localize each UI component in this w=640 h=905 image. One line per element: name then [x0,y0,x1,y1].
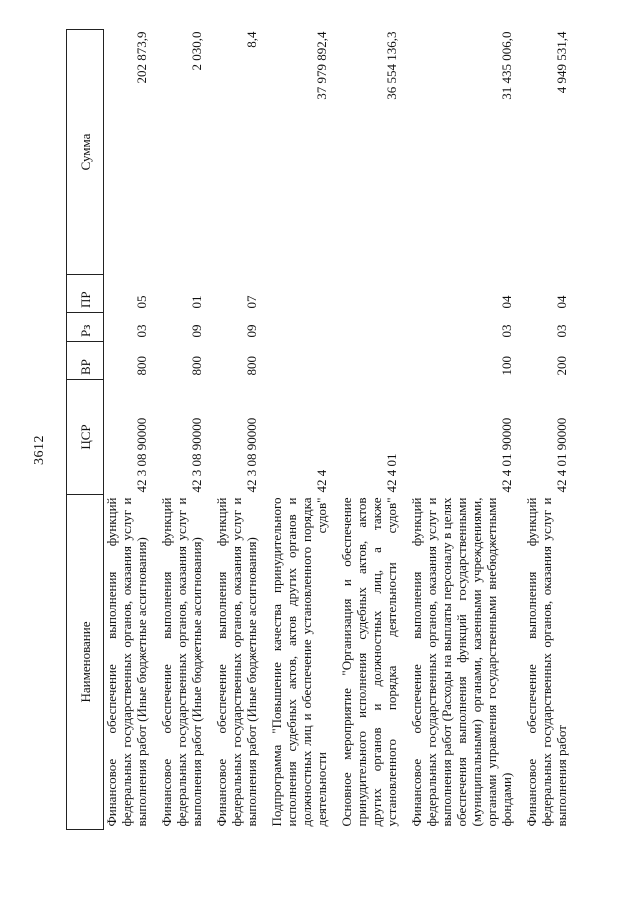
table-row [149,30,204,830]
row-csr: 42 4 01 90000 [499,417,514,493]
row-csr: 42 3 08 90000 [244,417,259,493]
row-vr: 800 [244,356,259,376]
row-rz [329,313,399,342]
row-name: Финансовое обеспечение выполнения функций федеральных государственных органов, оказания услуг и выполнения работ (Расходы на выплаты персоналу в целях обеспечения выполнения функций государственными (муниципальными) органами, казенными учреждениями, органами управления государственными внебюджетными фондами) [409,497,514,827]
row-csr: 42 4 [314,469,329,493]
row-pr [329,275,399,313]
row-rz [259,313,329,342]
row-name: Подпрограмма "Повышение качества принудительного исполнения судебных актов, актов других органов и должностных лиц и обеспечение установленного порядка деятельности судов" [269,497,329,827]
header-name: Наименование [67,495,104,830]
row-rz: 03 [499,324,514,338]
row-rz: 09 [244,324,259,338]
table-row [204,30,259,830]
row-pr: 04 [554,295,569,309]
row-sum: 202 873,9 [134,31,149,84]
row-name: Финансовое обеспечение выполнения функций федеральных государственных органов, оказания услуг и выполнения работ (Иные бюджетные ассигнования) [104,497,149,827]
row-csr: 42 3 08 90000 [134,417,149,493]
row-csr: 42 4 01 90000 [554,417,569,493]
row-name: Финансовое обеспечение выполнения функций федеральных государственных органов, оказания услуг и выполнения работ [524,497,569,827]
row-sum: 36 554 136,3 [384,31,399,100]
row-name: Финансовое обеспечение выполнения функций федеральных государственных органов, оказания услуг и выполнения работ (Иные бюджетные ассигнования) [214,497,259,827]
row-pr: 05 [134,295,149,309]
row-vr [329,342,399,380]
row-csr: 42 3 08 90000 [189,417,204,493]
table-row [104,30,150,830]
row-name: Финансовое обеспечение выполнения функций федеральных государственных органов, оказания услуг и выполнения работ (Иные бюджетные ассигнования) [159,497,204,827]
row-sum: 4 949 531,4 [554,31,569,94]
page-number: 3612 [32,435,47,465]
row-pr: 04 [499,295,514,309]
row-sum: 2 030,0 [189,31,204,71]
row-sum: 8,4 [244,31,259,48]
row-sum: 31 435 006,0 [499,31,514,100]
row-vr: 100 [499,356,514,376]
rotated-page-content [66,30,586,830]
table-header [67,30,104,830]
table-row [329,30,399,830]
row-name: Основное мероприятие "Организация и обеспечение принудительного исполнения судебных актов, актов других органов и должностных лиц, а также установленного порядка деятельности судов" [339,497,399,827]
row-rz: 03 [554,324,569,338]
header-vr: ВР [67,342,104,380]
row-pr: 01 [189,295,204,309]
header-pr: ПР [67,275,104,313]
header-csr: ЦСР [67,380,104,495]
row-pr: 07 [244,295,259,309]
row-rz: 09 [189,324,204,338]
row-pr [259,275,329,313]
header-sum: Сумма [67,30,104,275]
table-row [399,30,514,830]
header-rz: Рз [67,313,104,342]
table-row [259,30,329,830]
row-vr: 800 [189,356,204,376]
table-body [104,30,570,830]
budget-table [66,29,569,830]
row-vr: 800 [134,356,149,376]
row-vr [259,342,329,380]
row-vr: 200 [554,356,569,376]
row-csr: 42 4 01 [384,453,399,493]
row-sum: 37 979 892,4 [314,31,329,100]
table-row [514,30,569,830]
row-rz: 03 [134,324,149,338]
